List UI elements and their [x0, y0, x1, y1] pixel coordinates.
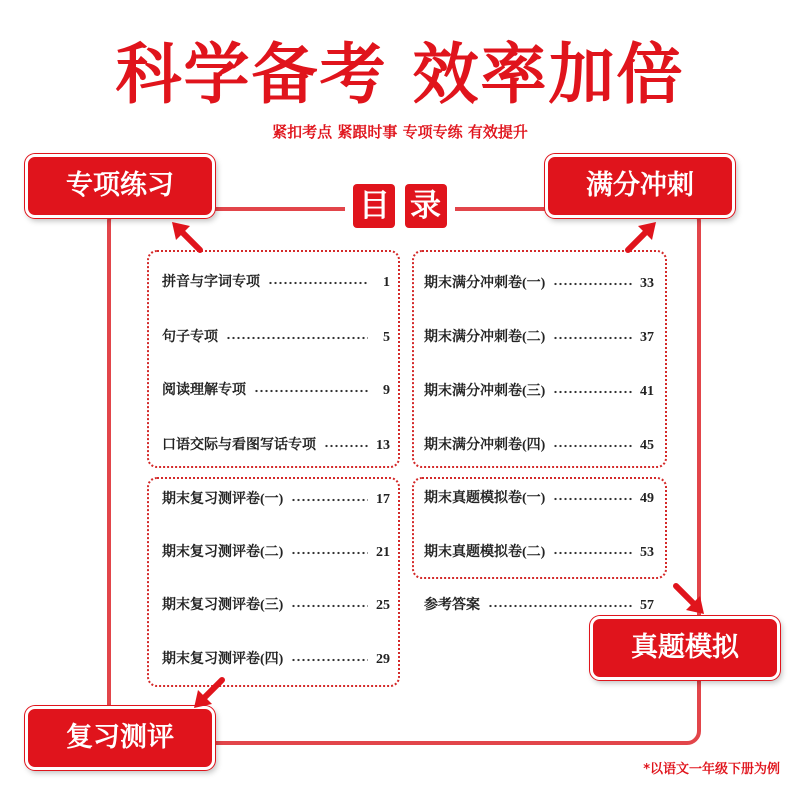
toc-entry-title: 期末满分冲刺卷(四) — [424, 438, 546, 453]
toc-entry[interactable] — [162, 326, 390, 350]
leader-dots — [553, 336, 632, 340]
leader-dots — [254, 389, 368, 393]
toc-entry[interactable] — [424, 272, 654, 296]
toc-entry[interactable] — [424, 380, 654, 404]
toc-entry-title: 口语交际与看图写话专项 — [162, 438, 316, 453]
toc-entry-title: 期末真题模拟卷(二) — [424, 545, 546, 560]
leader-dots — [553, 444, 632, 448]
footnote: *以语文一年级下册为例 — [643, 762, 780, 777]
toc-entry-page: 45 — [640, 438, 654, 453]
toc-entry-page: 57 — [640, 598, 654, 613]
toc-entry[interactable] — [162, 594, 390, 618]
arrow-down-left-icon — [190, 672, 230, 712]
tag-special-practice: 专项练习 — [25, 154, 215, 218]
toc-entry-page: 9 — [383, 383, 390, 398]
leader-dots — [291, 551, 368, 555]
leader-dots — [488, 604, 632, 608]
toc-entry[interactable] — [424, 487, 654, 511]
leader-dots — [291, 658, 368, 662]
toc-entry-title: 阅读理解专项 — [162, 383, 246, 398]
leader-dots — [226, 336, 368, 340]
page-subline: 紧扣考点 紧跟时事 专项专练 有效提升 — [272, 123, 528, 141]
tag-mock-exams: 真题模拟 — [590, 616, 780, 680]
leader-dots — [553, 497, 632, 501]
arrow-down-right-icon — [668, 578, 708, 618]
toc-entry-page: 17 — [376, 492, 390, 507]
leader-dots — [291, 498, 368, 502]
toc-entry-title: 期末满分冲刺卷(二) — [424, 330, 546, 345]
toc-entry-page: 49 — [640, 491, 654, 506]
toc-entry[interactable] — [162, 648, 390, 672]
leader-dots — [553, 390, 632, 394]
toc-entry-title: 期末满分冲刺卷(一) — [424, 276, 546, 291]
toc-entry-page: 53 — [640, 545, 654, 560]
toc-entry-title: 期末满分冲刺卷(三) — [424, 384, 546, 399]
toc-entry-title: 句子专项 — [162, 330, 218, 345]
arrow-up-right-icon — [620, 218, 660, 258]
toc-entry-answers[interactable] — [424, 594, 654, 618]
tag-full-score-sprint: 满分冲刺 — [545, 154, 735, 218]
toc-entry[interactable] — [424, 541, 654, 565]
toc-entry-title: 期末复习测评卷(四) — [162, 652, 284, 667]
toc-entry[interactable] — [162, 271, 390, 295]
arrow-up-left-icon — [168, 218, 208, 258]
toc-entry[interactable] — [162, 434, 390, 458]
toc-entry[interactable] — [162, 488, 390, 512]
toc-entry-page: 37 — [640, 330, 654, 345]
leader-dots — [553, 551, 632, 555]
toc-entry[interactable] — [162, 379, 390, 403]
toc-entry-page: 13 — [376, 438, 390, 453]
toc-entry-title: 期末复习测评卷(三) — [162, 598, 284, 613]
toc-entry-title: 期末真题模拟卷(一) — [424, 491, 546, 506]
toc-entry-title: 期末复习测评卷(一) — [162, 492, 284, 507]
tag-review-tests: 复习测评 — [25, 706, 215, 770]
toc-entry-page: 25 — [376, 598, 390, 613]
toc-entry[interactable] — [162, 541, 390, 565]
leader-dots — [324, 444, 368, 448]
toc-entry-page: 21 — [376, 545, 390, 560]
toc-entry-page: 41 — [640, 384, 654, 399]
toc-title-char: 目 — [353, 184, 395, 228]
leader-dots — [291, 604, 368, 608]
toc-entry-title: 参考答案 — [424, 598, 480, 613]
toc-entry-page: 29 — [376, 652, 390, 667]
toc-title — [345, 180, 455, 232]
leader-dots — [553, 282, 632, 286]
leader-dots — [268, 281, 368, 285]
toc-entry-title: 拼音与字词专项 — [162, 275, 260, 290]
toc-entry-page: 1 — [383, 275, 390, 290]
toc-title-char: 录 — [405, 184, 447, 228]
toc-entry-title: 期末复习测评卷(二) — [162, 545, 284, 560]
toc-entry[interactable] — [424, 434, 654, 458]
page-headline: 科学备考 效率加倍 — [115, 36, 685, 113]
toc-entry-page: 5 — [383, 330, 390, 345]
toc-entry[interactable] — [424, 326, 654, 350]
toc-entry-page: 33 — [640, 276, 654, 291]
